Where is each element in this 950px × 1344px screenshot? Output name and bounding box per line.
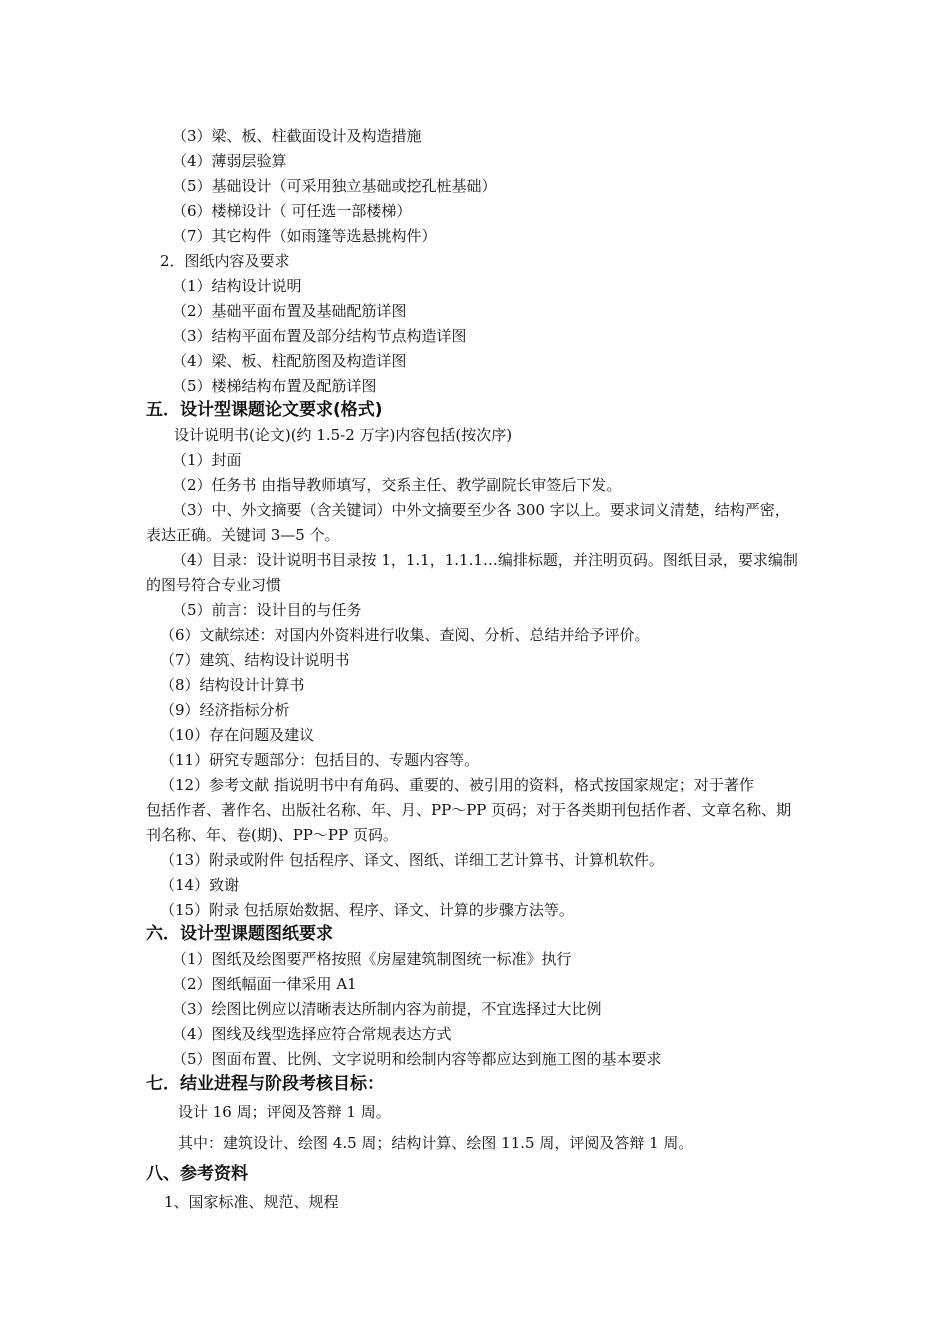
list-item: （3）绘图比例应以清晰表达所制内容为前提，不宜选择过大比例	[172, 1000, 602, 1018]
list-item-continuation: 刊名称、年、卷(期)、PP～PP 页码。	[146, 826, 398, 844]
section-heading: 五．设计型课题论文要求(格式)	[146, 400, 383, 420]
section-heading: 七．结业进程与阶段考核目标：	[146, 1074, 384, 1094]
section-heading: 六．设计型课题图纸要求	[146, 924, 333, 944]
list-item-continuation: 的图号符合专业习惯	[146, 576, 282, 594]
list-item-continuation: 表达正确。关键词 3—5 个。	[146, 526, 340, 544]
list-item: （4）薄弱层验算	[172, 152, 287, 170]
list-item: （8）结构设计计算书	[160, 676, 305, 694]
list-item: （7）建筑、结构设计说明书	[160, 651, 350, 669]
section-heading: 八、参考资料	[146, 1164, 248, 1184]
list-item: （1）结构设计说明	[172, 277, 302, 295]
list-item: （13）附录或附件 包括程序、译文、图纸、详细工艺计算书、计算机软件。	[160, 851, 664, 869]
list-item: （3）中、外文摘要（含关键词）中外文摘要至少各 300 字以上。要求词义清楚，结构严密，	[172, 501, 790, 519]
list-item: （7）其它构件（如雨篷等选悬挑构件）	[172, 227, 437, 245]
list-item: （2）任务书 由指导教师填写，交系主任、教学副院长审签后下发。	[172, 476, 622, 494]
list-item: （5）图面布置、比例、文字说明和绘制内容等都应达到施工图的基本要求	[172, 1050, 662, 1068]
list-item: （4）目录：设计说明书目录按 1，1.1，1.1.1…编排标题，并注明页码。图纸目录，要求编制	[172, 551, 798, 569]
list-item: （12）参考文献 指说明书中有角码、重要的、被引用的资料，格式按国家规定；对于著作	[160, 776, 754, 794]
list-item: （3）梁、板、柱截面设计及构造措施	[172, 127, 422, 145]
list-item: （3）结构平面布置及部分结构节点构造详图	[172, 327, 467, 345]
list-item: （5）楼梯结构布置及配筋详图	[172, 377, 377, 395]
list-item: （1）图纸及绘图要严格按照《房屋建筑制图统一标准》执行	[172, 950, 572, 968]
list-item: 1、国家标准、规范、规程	[164, 1193, 339, 1211]
list-item: （4）图线及线型选择应符合常规表达方式	[172, 1025, 452, 1043]
list-item: （5）基础设计（可采用独立基础或挖孔桩基础）	[172, 177, 497, 195]
list-item: （2）图纸幅面一律采用 A1	[172, 975, 357, 993]
list-item: （2）基础平面布置及基础配筋详图	[172, 302, 407, 320]
paragraph: 设计 16 周；评阅及答辩 1 周。	[178, 1103, 391, 1121]
list-item: （15）附录 包括原始数据、程序、译文、计算的步骤方法等。	[160, 901, 574, 919]
list-item: （4）梁、板、柱配筋图及构造详图	[172, 352, 407, 370]
list-item: （1）封面	[172, 451, 242, 469]
list-item: （6）文献综述：对国内外资料进行收集、查阅、分析、总结并给予评价。	[160, 626, 650, 644]
list-item: （11）研究专题部分：包括目的、专题内容等。	[160, 751, 480, 769]
list-item: （10）存在问题及建议	[160, 726, 315, 744]
list-item: （9）经济指标分析	[160, 701, 290, 719]
list-item: （6）楼梯设计（ 可任选一部楼梯）	[172, 202, 412, 220]
list-item: （14）致谢	[160, 876, 240, 894]
paragraph: 其中：建筑设计、绘图 4.5 周；结构计算、绘图 11.5 周，评阅及答辩 1 周。	[178, 1134, 694, 1152]
list-item: （5）前言：设计目的与任务	[172, 601, 362, 619]
list-item-continuation: 包括作者、著作名、出版社名称、年、月、PP～PP 页码；对于各类期刊包括作者、文章名称、期	[146, 801, 792, 819]
subsection-title: 2．图纸内容及要求	[160, 252, 290, 270]
paragraph: 设计说明书(论文)(约 1.5-2 万字)内容包括(按次序)	[174, 426, 513, 444]
